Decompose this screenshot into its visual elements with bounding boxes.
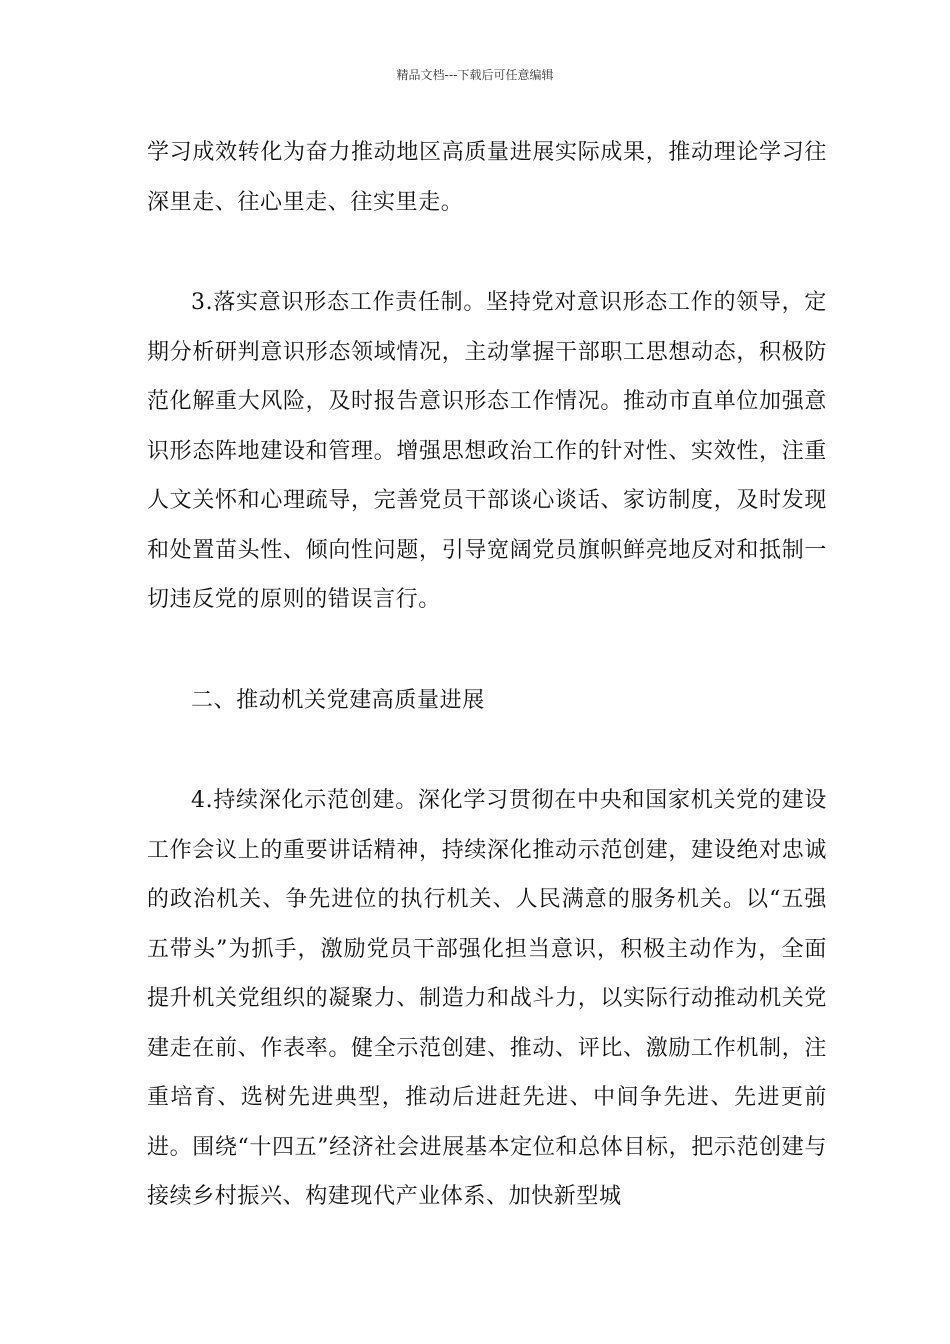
section-heading-2: 二、推动机关党建高质量进展 <box>191 687 485 713</box>
paragraph-item-3: 3.落实意识形态工作责任制。坚持党对意识形态工作的领导，定期分析研判意识形态领域情况，主动掌握干部职工思想动态，积极防范化解重大风险，及时报告意识形态工作情况。推动市直单位加强意识形态阵地建设和管理。增强思想政治工作的针对性、实效性，注重人文关怀和心理疏导，完善党员干部谈心谈话、家访制度，及时发现和处置苗头性、倾向性问题，引导宽阔党员旗帜鲜亮地反对和抵制一切违反党的原则的错误言行。 <box>147 290 827 612</box>
paragraph-gap <box>147 625 827 676</box>
paragraph-continuation: 学习成效转化为奋力推动地区高质量进展实际成果，推动理论学习往深里走、往心里走、往实里走。 <box>147 140 827 215</box>
paragraph-gap <box>147 725 827 776</box>
document-body <box>147 128 827 1222</box>
paragraph-gap <box>147 227 827 278</box>
paragraph-item-4: 4.持续深化示范创建。深化学习贯彻在中央和国家机关党的建设工作会议上的重要讲话精神，持续深化推动示范创建，建设绝对忠诚的政治机关、争先进位的执行机关、人民满意的服务机关。以“五强五带头”为抓手，激励党员干部强化担当意识，积极主动作为，全面提升机关党组织的凝聚力、制造力和战斗力，以实际行动推动机关党建走在前、作表率。健全示范创建、推动、评比、激励工作机制，注重培育、选树先进典型，推动后进赶先进、中间争先进、先进更前进。围绕“十四五”经济社会进展基本定位和总体目标，把示范创建与接续乡村振兴、构建现代产业体系、加快新型城 <box>147 788 827 1209</box>
page-header: 精品文档---下载后可任意编辑 <box>396 68 554 82</box>
